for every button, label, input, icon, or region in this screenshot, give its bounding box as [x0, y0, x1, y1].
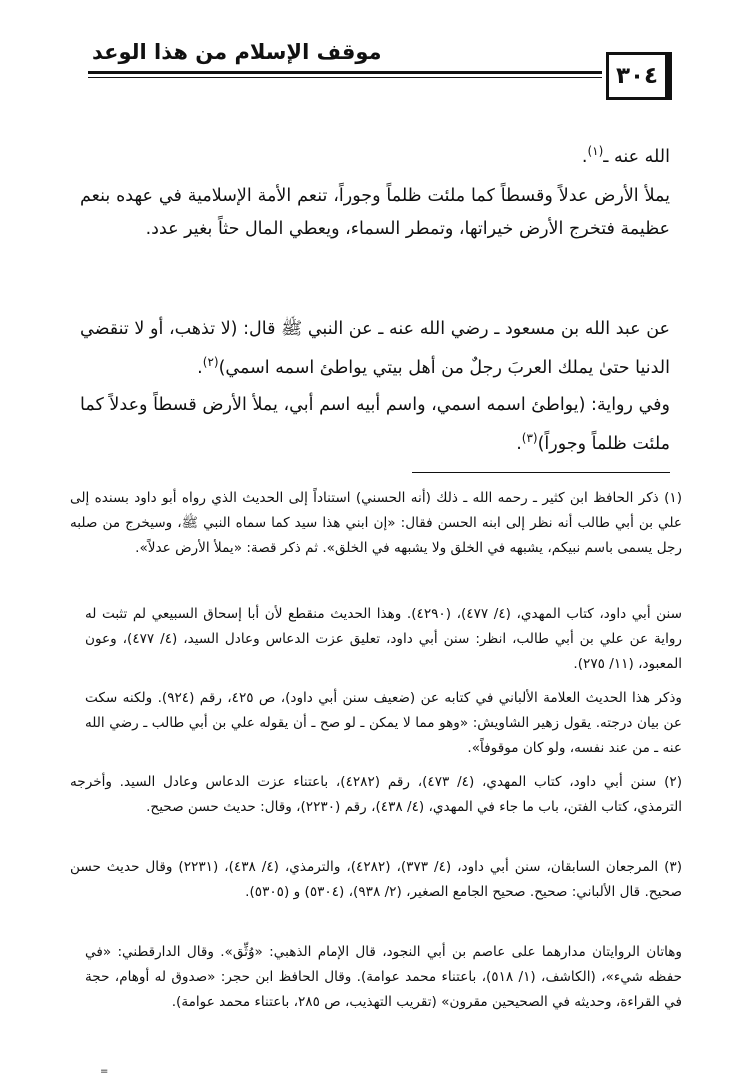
footnote-3: (٣) المرجعان السابقان، سنن أبي داود، (٤/ ٣٧٣)، (٤٢٨٢)، والترمذي، (٤/ ٤٣٨)، (٢٢٣١) وقال حديث حسن صحيح. قال الألباني: صحيح. صحيح الجامع الصغير، (٢/ ٩٣٨)، (٥٣٠٤) و (٥٣٠٥). — [70, 859, 683, 900]
footnote-1-continuation-b: وذكر هذا الحديث العلامة الألباني في كتابه عن (ضعيف سنن أبي داود)، ص ٤٢٥، رقم (٩٢٤). ولكنه سكت عن بيان درجته. يقول زهير الشاويش: «وهو مما لا يمكن ـ لو صح ـ أن يقوله علي بن أبي طالب ـ رضي الله عنه ـ من عند نفسه، ولو كان موقوفاً». — [85, 690, 682, 756]
footnote-3-continuation: وهاتان الروايتان مدارهما على عاصم بن أبي النجود، قال الإمام الذهبي: «وُثِّق». وقال الدارقطني: «في حفظه شيء»، (الكاشف، (١/ ٥١٨)، باعتناء محمد عوامة). وقال الحافظ ابن حجر: «صدوق له أوهام، حجة في القراءة، وحديثه في الصحيحين مقرون» (تقريب التهذيب، ص ٢٨٥، باعتناء محمد عوامة). — [85, 944, 682, 1010]
footnote-2: (٢) سنن أبي داود، كتاب المهدي، (٤/ ٤٧٣)، رقم (٤٢٨٢)، باعتناء عزت الدعاس وعادل السيد. وأخرجه الترمذي، كتاب الفتن، باب ما جاء في المهدي، (٤/ ٤٣٨)، رقم (٢٢٣٠)، وقال: حديث حسن صحيح. — [70, 774, 682, 815]
footnote-1: (١) ذكر الحافظ ابن كثير ـ رحمه الله ـ ذلك (أنه الحسني) استناداً إلى الحديث الذي رواه أبو داود بسنده إلى علي بن أبي طالب أنه نظر إلى ابنه الحسن فقال: «إن ابني هذا سيد كما سماه النبي ﷺ، وسيخرج من صلبه رجل يسمى باسم نبيكم، يشبهه في الخلق ولا يشبهه في الخلق». ثم ذكر قصة: «يملأ الأرض عدلاً». — [70, 490, 682, 556]
paragraph-3: وفي رواية: (يواطئ اسمه اسمي، واسم أبيه اسم أبي، يملأ الأرض قسطاً وعدلاً كما ملئت ظلماً وجوراً)$^{(٣)}$. — [80, 395, 670, 454]
footnote-separator — [412, 472, 670, 473]
continuation-mark: = — [100, 1066, 109, 1077]
header-rule — [88, 71, 602, 74]
paragraph-2: عن عبد الله بن مسعود ـ رضي الله عنه ـ عن النبي ﷺ قال: (لا تذهب، أو لا تنقضي الدنيا حتىٰ يملك العربَ رجلٌ من أهل بيتي يواطئ اسمه اسمي)$^{(٢)}$. — [80, 319, 670, 378]
footnote-ref-1: (١) — [587, 144, 604, 158]
paragraph-continuation: الله عنه ـ$^{(١)}$. — [581, 144, 670, 167]
page-number-box — [606, 52, 672, 100]
header-rule-thin — [88, 77, 602, 78]
footnote-ref-3: (٣) — [521, 431, 538, 445]
page-number: ٣٠٤ — [615, 63, 659, 89]
running-header-title: موقف الإسلام من هذا الوعد — [92, 40, 382, 64]
footnote-1-continuation-a: سنن أبي داود، كتاب المهدي، (٤/ ٤٧٧)، (٤٢٩٠). وهذا الحديث منقطع لأن أبا إسحاق السبيعي لم تثبت له رواية عن علي بن أبي طالب، انظر: سنن أبي داود، تعليق عزت الدعاس وعادل السيد، (٤/ ٤٧٧)، وعون المعبود، (١١/ ٢٧٥). — [85, 606, 682, 672]
footnote-ref-2: (٢) — [202, 355, 219, 369]
paragraph-1: يملأ الأرض عدلاً وقسطاً كما ملئت ظلماً وجوراً، تنعم الأمة الإسلامية في عهده بنعم عظيمة فتخرج الأرض خيراتها، وتمطر السماء، ويعطي المال حثاً بغير عدد. — [80, 186, 670, 239]
